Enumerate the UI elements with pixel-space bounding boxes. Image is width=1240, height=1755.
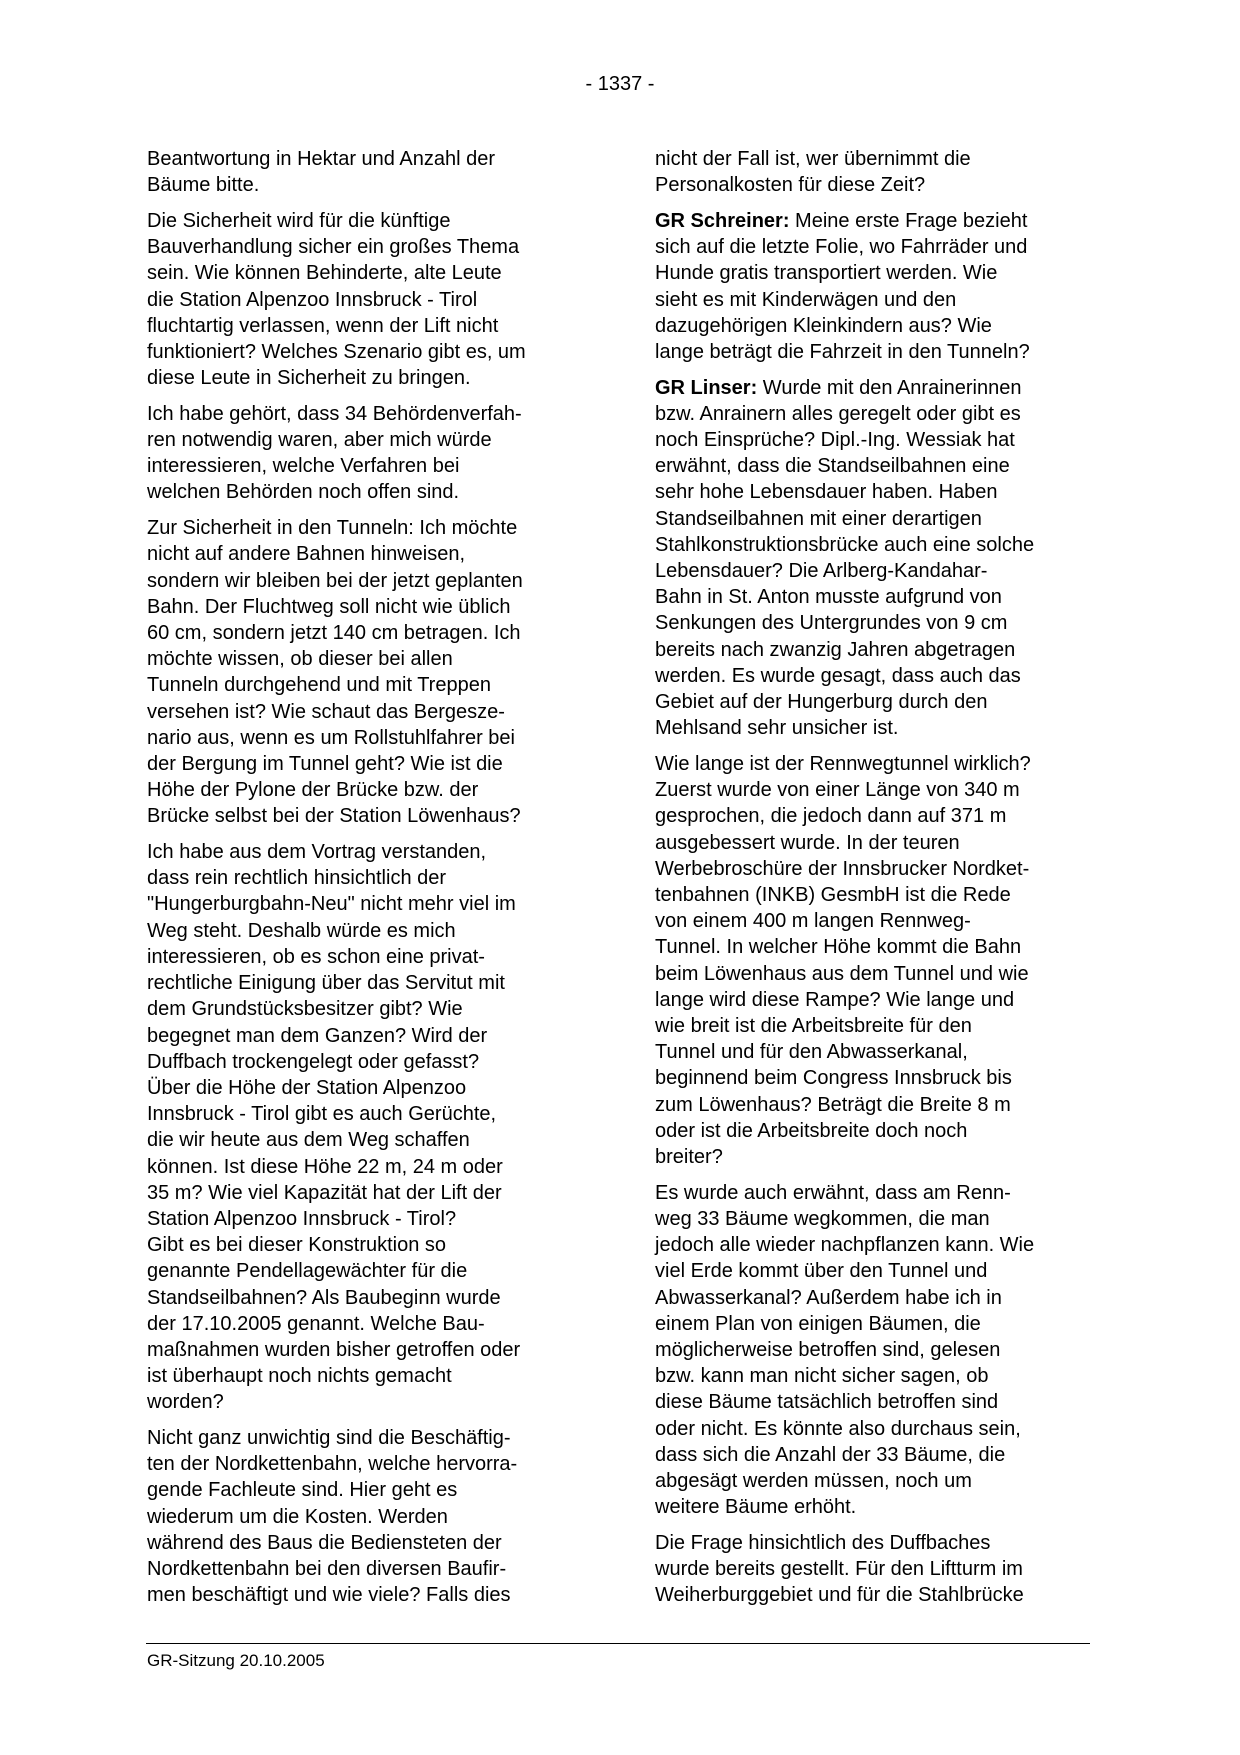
right-column bbox=[655, 146, 1093, 1618]
footer-text: GR-Sitzung 20.10.2005 bbox=[147, 1651, 325, 1670]
paragraph bbox=[655, 208, 1093, 365]
paragraph bbox=[655, 1530, 1093, 1609]
paragraph bbox=[655, 146, 1093, 198]
paragraph: Beantwortung in Hektar und Anzahl der Bäume bitte. bbox=[147, 148, 495, 197]
paragraph: Ich habe gehört, dass 34 Behördenverfah- ren notwendig waren, aber mich würde interessieren, welche Verfahren bei welchen Behörden noch offen sind. bbox=[147, 402, 522, 504]
paragraph-text: nicht der Fall ist, wer übernimmt die Personalkosten für diese Zeit? bbox=[655, 148, 971, 197]
paragraph-text: Es wurde auch erwähnt, dass am Renn- weg 33 Bäume wegkommen, die man jedoch alle wieder nachpflanzen kann. Wie viel Erde kommt über den Tunnel und Abwasserkanal? Außerdem habe ich in einem Plan von einigen Bäumen, die möglicherweise betroffen sind, gelesen bzw. kann man nicht sicher sagen, ob diese Bäume tatsächlich betroffen sind oder nicht. Es könnte also durchaus sein, dass sich die Anzahl der 33 Bäume, die abgesägt werden müssen, noch um weitere Bäume erhöht. bbox=[655, 1181, 1035, 1519]
paragraph bbox=[655, 1180, 1093, 1521]
paragraph: Die Sicherheit wird für die künftige Bauverhandlung sicher ein großes Thema sein. Wie können Behinderte, alte Leute die Station Alpenzoo Innsbruck - Tirol fluchtartig verlassen, wenn der Lift nicht funktioniert? Welches Szenario gibt es, um diese Leute in Sicherheit zu bringen. bbox=[147, 209, 526, 390]
paragraph-text: Wie lange ist der Rennwegtunnel wirklich? Zuerst wurde von einer Länge von 340 m gesprochen, die jedoch dann auf 371 m ausgebessert wurde. In der teuren Werbebroschüre der Innsbrucker Nordket- tenbahnen (INKB) GesmbH ist die Rede von einem 400 m langen Rennweg- Tunnel. In welcher Höhe kommt die Bahn beim Löwenhaus aus dem Tunnel und wie lange wird diese Rampe? Wie lange und wie breit ist die Arbeitsbreite für den Tunnel und für den Abwasserkanal, beginnend beim Congress Innsbruck bis zum Löwenhaus? Beträgt die Breite 8 m oder ist die Arbeitsbreite doch noch breiter? bbox=[655, 752, 1031, 1169]
paragraph-text: Die Frage hinsichtlich des Duffbaches wurde bereits gestellt. Für den Liftturm im Weiherburggebiet und für die Stahlbrücke bbox=[655, 1531, 1024, 1607]
speaker-label: GR Linser: bbox=[655, 376, 758, 399]
footer-divider bbox=[146, 1643, 1090, 1644]
left-column bbox=[147, 146, 585, 1618]
paragraph bbox=[655, 375, 1093, 742]
speaker-label: GR Schreiner: bbox=[655, 209, 790, 232]
paragraph bbox=[655, 751, 1093, 1170]
paragraph-text: Meine erste Frage bezieht sich auf die letzte Folie, wo Fahrräder und Hunde gratis transportiert werden. Wie sieht es mit Kinderwägen und den dazugehörigen Kleinkindern aus? Wie lange beträgt die Fahrzeit in den Tunneln? bbox=[655, 209, 1030, 363]
page-number: - 1337 - bbox=[585, 73, 655, 95]
paragraph-text: Wurde mit den Anrainerinnen bzw. Anrainern alles geregelt oder gibt es noch Einsprüche? Dipl.-Ing. Wessiak hat erwähnt, dass die Standseilbahnen eine sehr hohe Lebensdauer haben. Haben Standseilbahnen mit einer derartigen Stahlkonstruktionsbrücke auch eine solche Lebensdauer? Die Arlberg-Kandahar- Bahn in St. Anton musste aufgrund von Senkungen des Untergrundes von 9 cm bereits nach zwanzig Jahren abgetragen werden. Es wurde gesagt, dass auch das Gebiet auf der Hungerburg durch den Mehlsand sehr unsicher ist. bbox=[655, 376, 1035, 740]
paragraph: Ich habe aus dem Vortrag verstanden, dass rein rechtlich hinsichtlich der "Hungerburgbahn-Neu" nicht mehr viel im Weg steht. Deshalb würde es mich interessieren, ob es schon eine privat- rechtliche Einigung über das Servitut mit dem Grundstücksbesitzer gibt? Wie begegnet man dem Ganzen? Wird der Duffbach trockengelegt oder gefasst? Über die Höhe der Station Alpenzoo Innsbruck - Tirol gibt es auch Gerüchte, die wir heute aus dem Weg schaffen können. Ist diese Höhe 22 m, 24 m oder 35 m? Wie viel Kapazität hat der Lift der Station Alpenzoo Innsbruck - Tirol? Gibt es bei dieser Konstruktion so genannte Pendellagewächter für die Standseilbahnen? Als Baubeginn wurde der 17.10.2005 genannt. Welche Bau- maßnahmen wurden bisher getroffen oder ist überhaupt noch nichts gemacht worden? bbox=[147, 841, 521, 1414]
paragraph: Nicht ganz unwichtig sind die Beschäftig- ten der Nordkettenbahn, welche hervorra- gende Fachleute sind. Hier geht es wiederum um die Kosten. Werden während des Baus die Bediensteten der Nordkettenbahn bei den diversen Baufir- men beschäftigt und wie viele? Falls dies bbox=[147, 1427, 518, 1607]
paragraph: Zur Sicherheit in den Tunneln: Ich möchte nicht auf andere Bahnen hinweisen, sondern wir bleiben bei der jetzt geplanten Bahn. Der Fluchtweg soll nicht wie üblich 60 cm, sondern jetzt 140 cm betragen. Ich möchte wissen, ob dieser bei allen Tunneln durchgehend und mit Treppen versehen ist? Wie schaut das Bergesze- nario aus, wenn es um Rollstuhlfahrer bei der Bergung im Tunnel geht? Wie ist die Höhe der Pylone der Brücke bzw. der Brücke selbst bei der Station Löwenhaus? bbox=[147, 517, 523, 828]
